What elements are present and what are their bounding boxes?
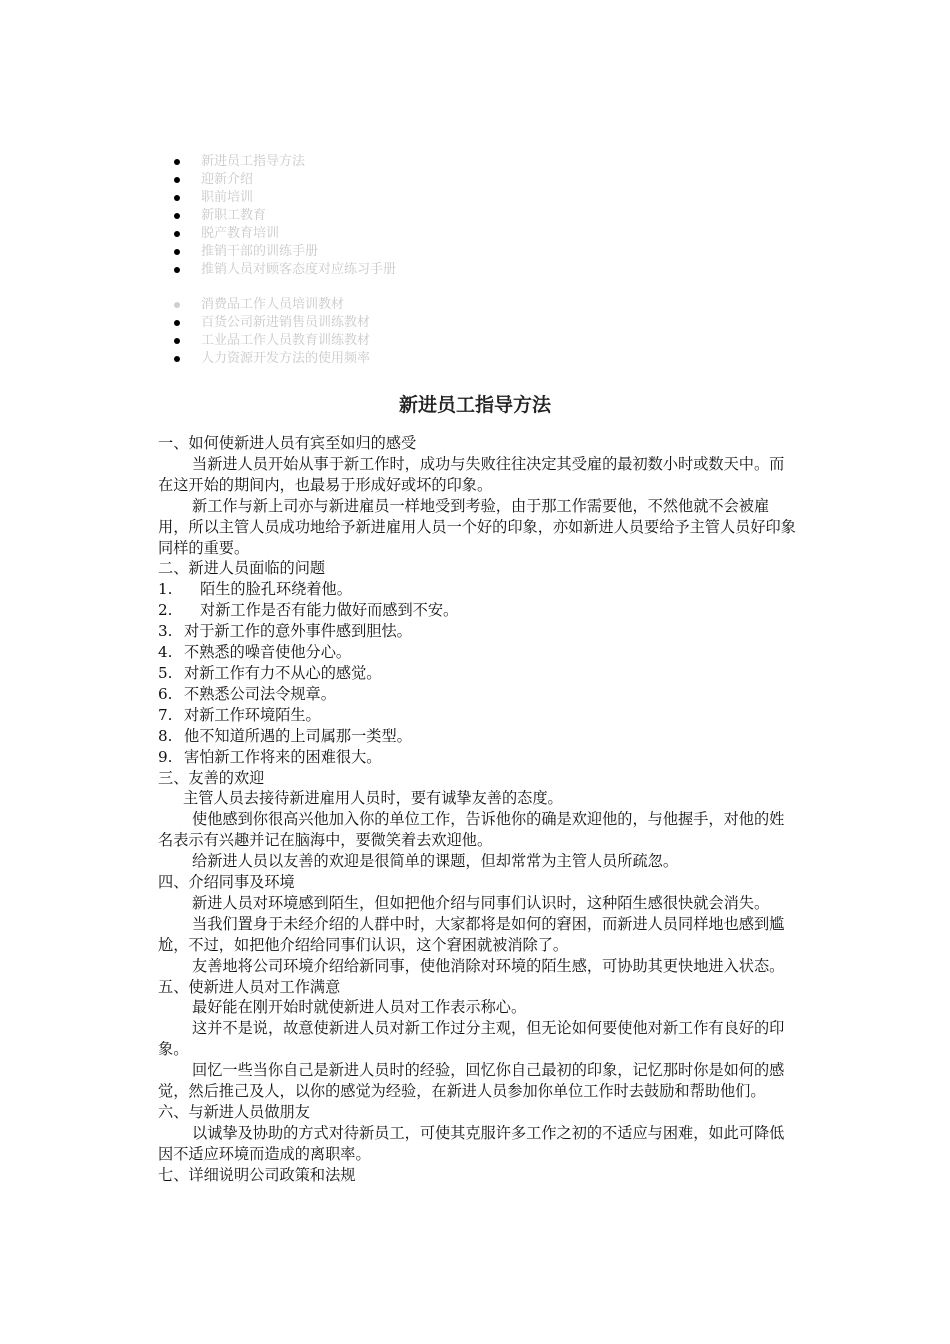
paragraph: 新工作与新上司亦与新进雇员一样地受到考验，由于那工作需要他，不然他就不会被雇用，所以主管人员成功地给予新进雇用人员一个好的印象，亦如新进人员要给予主管人员好印象同样的重要。 [158,496,796,557]
paragraph: 当我们置身于未经介绍的人群中时，大家都将是如何的窘困，而新进人员同样地也感到尴尬，不过，如把他介绍给同事们认识，这个窘困就被消除了。 [158,914,785,954]
nav-link[interactable]: 工业品工作人员教育训练教材 [168,332,396,350]
list-item [158,684,798,705]
nav-link[interactable]: 百货公司新进销售员训练教材 [168,314,396,332]
list-text: 他不知道所遇的上司属那一类型。 [184,726,412,745]
list-number: 1. [158,580,173,599]
bullet-icon [174,356,180,362]
bullet-icon [174,177,180,183]
list-text: 对新工作环境陌生。 [184,705,321,724]
nav-link[interactable]: 消费品工作人员培训教材 [168,296,396,314]
section-heading: 七、详细说明公司政策和法规 [158,1165,356,1184]
list-text: 对新工作有力不从心的感觉。 [184,663,382,682]
section-heading: 五、使新进人员对工作满意 [158,977,341,996]
paragraph: 以诚挚及协助的方式对待新员工，可使其克服许多工作之初的不适应与困难，如此可降低因不适应环境而造成的离职率。 [158,1123,785,1163]
section-heading: 三、友善的欢迎 [158,768,265,787]
bullet-icon [174,338,180,344]
list-number: 3. [158,622,173,641]
list-text: 对于新工作的意外事件感到胆怯。 [184,622,412,641]
document-body [158,433,798,1186]
bullet-icon [174,249,180,255]
paragraph: 友善地将公司环境介绍给新同事，使他消除对环境的陌生感，可协助其更快地进入状态。 [192,956,785,975]
nav-link[interactable]: 人力资源开发方法的使用频率 [168,350,396,368]
nav-link[interactable]: 职前培训 [168,189,396,207]
list-item [158,621,798,642]
bullet-icon [174,302,180,308]
section-heading: 一、如何使新进人员有宾至如归的感受 [158,434,417,452]
paragraph: 当新进人员开始从事于新工作时，成功与失败往往决定其受雇的最初数小时或数天中。而在这开始的期间内，也最易于形成好或坏的印象。 [158,454,785,494]
nav-link[interactable]: 推销干部的训练手册 [168,243,396,261]
paragraph: 回忆一些当你自己是新进人员时的经验，回忆你自己最初的印象，记忆那时你是如何的感觉，然后推己及人，以你的感觉为经验，在新进人员参加你单位工作时去鼓励和帮助他们。 [158,1061,785,1101]
bullet-icon [174,320,180,326]
list-text: 不熟悉公司法令规章。 [184,684,336,703]
list-item [158,642,798,663]
paragraph: 主管人员去接待新进雇用人员时，要有诚挚友善的态度。 [183,789,563,808]
list-item [158,726,798,747]
section-heading: 六、与新进人员做朋友 [158,1103,310,1121]
list-number: 4. [158,643,173,662]
paragraph: 新进人员对环境感到陌生，但如把他介绍与同事们认识时，这种陌生感很快就会消失。 [192,893,770,912]
list-item [158,663,798,684]
list-number: 9. [158,747,173,766]
bullet-icon [174,231,180,237]
nav-link[interactable]: 推销人员对顾客态度对应练习手册 [168,261,396,279]
bullet-icon [174,159,180,165]
section-heading: 四、介绍同事及环境 [158,873,295,892]
list-item [158,600,798,621]
list-item [158,747,798,768]
bullet-icon [174,267,180,273]
list-item [158,705,798,726]
list-item [158,579,798,600]
list-number: 5. [158,663,173,682]
list-number: 8. [158,726,173,745]
bullet-icon [174,213,180,219]
nav-link[interactable]: 新进员工指导方法 [168,153,396,171]
related-links-list [168,153,396,368]
paragraph: 使他感到你很高兴他加入你的单位工作，告诉他你的确是欢迎他的，与他握手，对他的姓名表示有兴趣并记在脑海中，要微笑着去欢迎他。 [158,810,785,850]
page-title: 新进员工指导方法 [398,394,551,416]
list-number: 2. [158,601,173,620]
list-text: 对新工作是否有能力做好而感到不安。 [200,601,459,620]
bullet-icon [174,195,180,201]
nav-link[interactable]: 新职工教育 [168,207,396,225]
nav-link[interactable]: 脱产教育培训 [168,225,396,243]
list-number: 6. [158,684,173,703]
list-text: 害怕新工作将来的困难很大。 [184,747,382,766]
paragraph: 给新进人员以友善的欢迎是很简单的课题，但却常常为主管人员所疏忽。 [192,852,678,871]
nav-link[interactable]: 迎新介绍 [168,171,396,189]
paragraph: 这并不是说，故意使新进人员对新工作过分主观，但无论如何要使他对新工作有良好的印象。 [158,1019,785,1059]
list-text: 陌生的脸孔环绕着他。 [200,580,352,599]
paragraph: 最好能在刚开始时就使新进人员对工作表示称心。 [192,998,527,1017]
list-number: 7. [158,705,173,724]
list-text: 不熟悉的噪音使他分心。 [184,643,352,662]
section-heading: 二、新进人员面临的问题 [158,559,326,578]
